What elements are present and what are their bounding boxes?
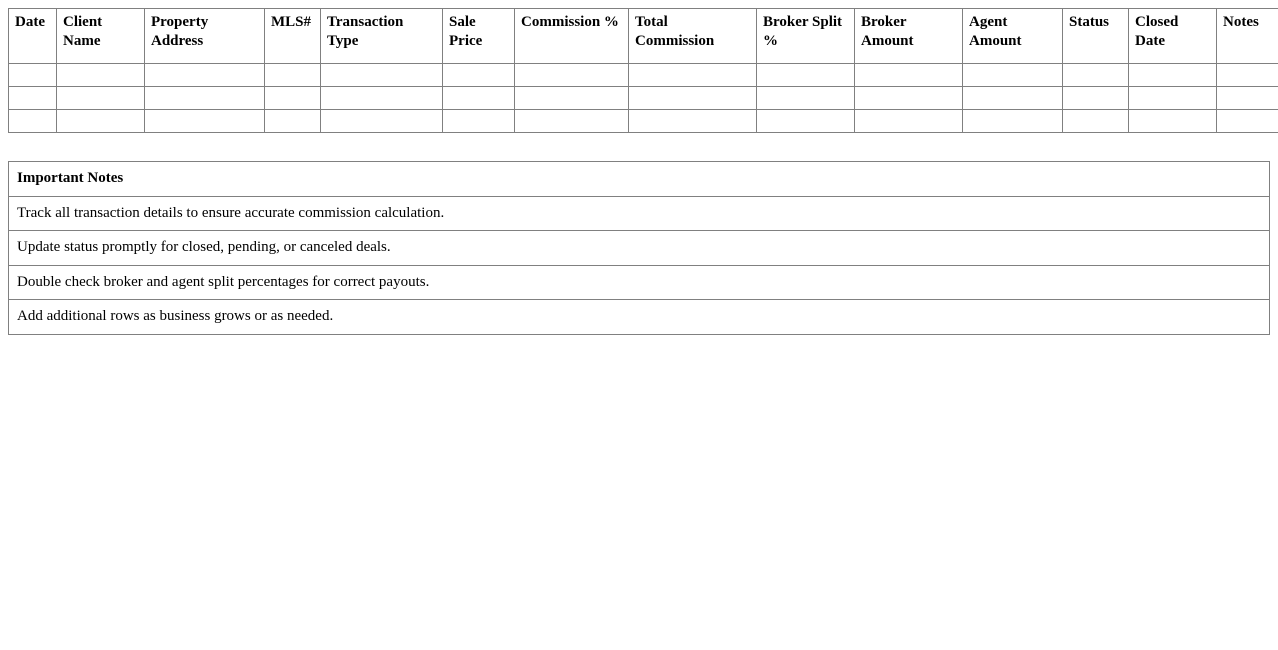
note-text: Update status promptly for closed, pending, or canceled deals. [9, 231, 1270, 266]
transactions-table [8, 8, 1278, 133]
table-cell[interactable] [1063, 110, 1129, 133]
table-cell[interactable] [855, 87, 963, 110]
column-header: Date [9, 9, 57, 64]
table-cell[interactable] [963, 110, 1063, 133]
table-cell[interactable] [265, 87, 321, 110]
table-cell[interactable] [1217, 64, 1278, 87]
table-cell[interactable] [757, 64, 855, 87]
column-header: Sale Price [443, 9, 515, 64]
transactions-table-head [9, 9, 1278, 64]
table-cell[interactable] [757, 87, 855, 110]
note-text: Track all transaction details to ensure accurate commission calculation. [9, 196, 1270, 231]
table-cell[interactable] [1129, 110, 1217, 133]
column-header: Broker Split % [757, 9, 855, 64]
table-row [9, 64, 1278, 87]
table-cell[interactable] [963, 87, 1063, 110]
column-header: Notes [1217, 9, 1278, 64]
list-item [9, 231, 1270, 266]
column-header: Agent Amount [963, 9, 1063, 64]
transactions-table-body [9, 64, 1278, 133]
table-cell[interactable] [9, 110, 57, 133]
column-header: Property Address [145, 9, 265, 64]
table-cell[interactable] [1063, 87, 1129, 110]
table-cell[interactable] [443, 110, 515, 133]
table-cell[interactable] [757, 110, 855, 133]
table-cell[interactable] [1063, 64, 1129, 87]
table-cell[interactable] [9, 87, 57, 110]
column-header: Status [1063, 9, 1129, 64]
table-cell[interactable] [321, 64, 443, 87]
list-item [9, 300, 1270, 335]
table-cell[interactable] [629, 87, 757, 110]
notes-header-label: Important Notes [9, 162, 1270, 197]
column-header: Broker Amount [855, 9, 963, 64]
list-item [9, 196, 1270, 231]
table-cell[interactable] [321, 110, 443, 133]
table-cell[interactable] [515, 64, 629, 87]
column-header: MLS# [265, 9, 321, 64]
table-cell[interactable] [145, 87, 265, 110]
list-item [9, 265, 1270, 300]
table-cell[interactable] [265, 110, 321, 133]
table-cell[interactable] [1217, 87, 1278, 110]
important-notes-table [8, 161, 1270, 335]
table-cell[interactable] [629, 64, 757, 87]
column-header: Client Name [57, 9, 145, 64]
notes-header-row [9, 162, 1270, 197]
section-spacer [8, 133, 1270, 161]
column-header: Transaction Type [321, 9, 443, 64]
note-text: Add additional rows as business grows or as needed. [9, 300, 1270, 335]
table-cell[interactable] [57, 110, 145, 133]
table-header-row [9, 9, 1278, 64]
table-cell[interactable] [963, 64, 1063, 87]
column-header: Total Commission [629, 9, 757, 64]
note-text: Double check broker and agent split percentages for correct payouts. [9, 265, 1270, 300]
table-cell[interactable] [57, 87, 145, 110]
table-cell[interactable] [855, 110, 963, 133]
table-cell[interactable] [629, 110, 757, 133]
table-cell[interactable] [265, 64, 321, 87]
notes-table-body [9, 196, 1270, 334]
table-row [9, 110, 1278, 133]
table-cell[interactable] [321, 87, 443, 110]
table-cell[interactable] [1217, 110, 1278, 133]
table-cell[interactable] [443, 87, 515, 110]
table-cell[interactable] [57, 64, 145, 87]
table-cell[interactable] [145, 110, 265, 133]
column-header: Commission % [515, 9, 629, 64]
table-cell[interactable] [515, 110, 629, 133]
table-cell[interactable] [443, 64, 515, 87]
table-cell[interactable] [855, 64, 963, 87]
table-row [9, 87, 1278, 110]
table-cell[interactable] [1129, 64, 1217, 87]
table-cell[interactable] [1129, 87, 1217, 110]
table-cell[interactable] [145, 64, 265, 87]
table-cell[interactable] [515, 87, 629, 110]
table-cell[interactable] [9, 64, 57, 87]
column-header: Closed Date [1129, 9, 1217, 64]
notes-table-head [9, 162, 1270, 197]
